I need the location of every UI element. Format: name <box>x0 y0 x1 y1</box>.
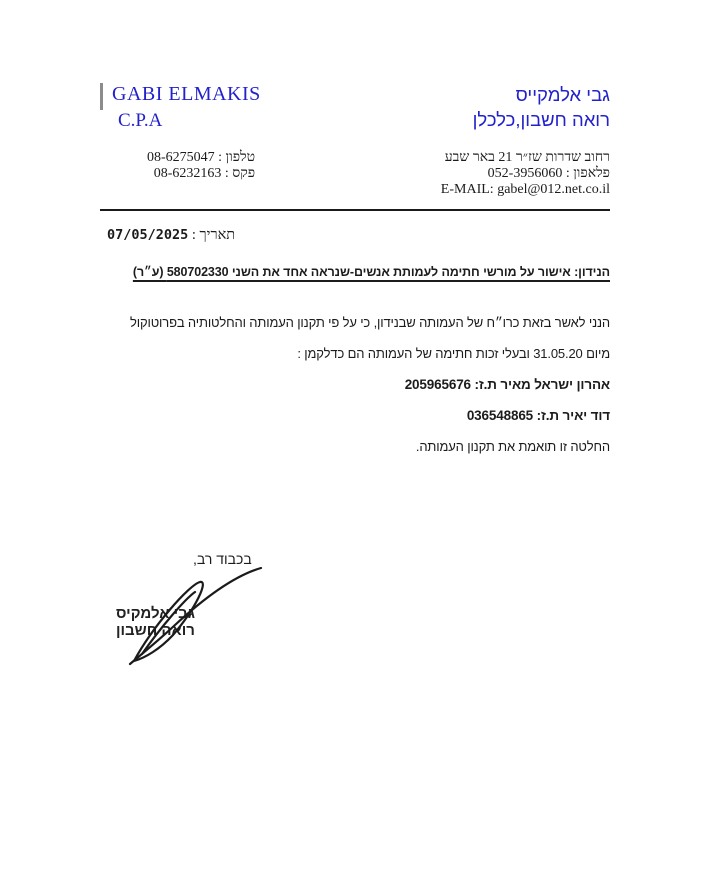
letterhead-english <box>100 82 261 133</box>
header-divider-line <box>100 209 610 211</box>
closing-note: החלטה זו תואמת את תקנון העמותה. <box>415 439 610 454</box>
stamp-name: גבי אלמקיס <box>116 605 195 622</box>
signoff-text: בכבוד רב, <box>193 551 252 567</box>
phone-line <box>147 150 255 166</box>
fax-label: פקס : <box>224 166 256 181</box>
address-line: רחוב שדרות שז״ר 21 באר שבע <box>444 150 610 165</box>
contact-address-block <box>441 150 610 198</box>
body-line-2: מיום 31.05.20 ובעלי זכות חתימה של העמותה הם כדלקמן : <box>297 346 610 361</box>
letter-body <box>100 313 610 468</box>
subject-line: הנידון: אישור על מורשי חתימה לעמותת אנשים-שנראה אחד את השני 580702330 (ע״ר) <box>132 265 610 279</box>
firm-name-hebrew: גבי אלמקייס <box>515 84 610 105</box>
letterhead-english-text <box>112 82 261 133</box>
email-label: E-MAIL: <box>440 182 494 197</box>
body-line-1: הנני לאשר בזאת כרו״ח של העמותה שבנידון, כי על פי תקנון העמותה והחלטותיה בפרוטוקול <box>130 315 610 330</box>
fax-number: 08-6232163 <box>153 166 222 181</box>
phone-number: 08-6275047 <box>147 150 215 165</box>
signer-2: דוד יאיר ת.ז: 036548865 <box>466 408 610 423</box>
signer-1: אהרון ישראל מאיר ת.ז: 205965676 <box>404 377 610 392</box>
email-line <box>441 182 610 198</box>
date-label: תאריך : <box>191 227 236 243</box>
contact-block <box>100 150 610 198</box>
date-row <box>107 227 235 244</box>
firm-name-english: GABI ELMAKIS <box>112 83 261 105</box>
email-address: gabel@012.net.co.il <box>497 182 610 197</box>
mobile-label: פלאפון : <box>565 166 610 181</box>
letterhead <box>100 82 610 133</box>
firm-title-hebrew: רואה חשבון,כלכלן <box>472 109 610 130</box>
handwritten-signature <box>103 556 273 671</box>
stamp-title: רואה חשבון <box>116 621 195 639</box>
accent-bar <box>100 83 103 110</box>
fax-line <box>147 166 255 182</box>
mobile-number: 052-3956060 <box>487 166 563 181</box>
mobile-line <box>441 166 610 182</box>
firm-title-english: C.P.A <box>118 110 163 131</box>
signature-inner-stroke <box>142 592 195 654</box>
signature-flourish-stroke <box>130 568 261 664</box>
phone-label: טלפון : <box>218 150 256 165</box>
date-value: 07/05/2025 <box>107 227 189 243</box>
letterhead-hebrew <box>473 82 610 132</box>
contact-phone-fax <box>147 150 255 182</box>
